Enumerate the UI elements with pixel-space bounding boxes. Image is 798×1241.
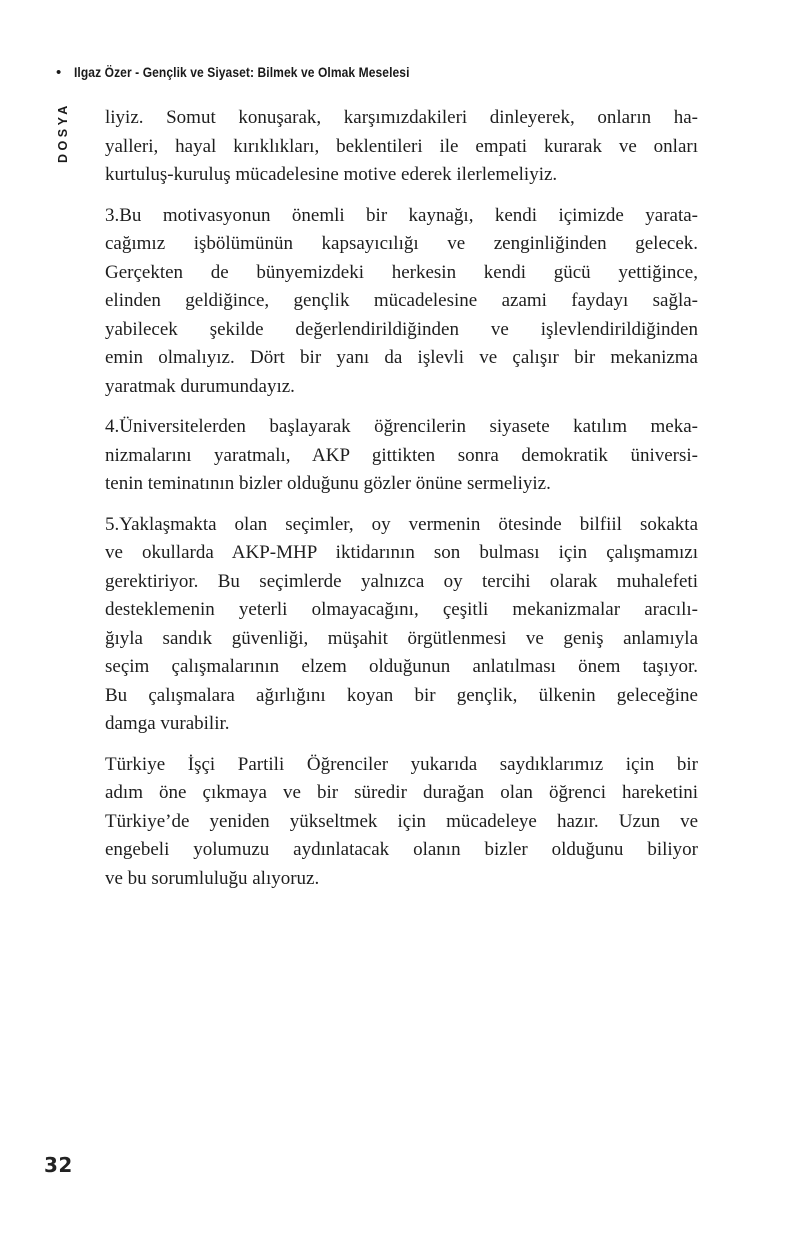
paragraph — [105, 511, 698, 739]
text-line: Türkiye İşçi Partili Öğrenciler yukarıda saydıklarımız için bir — [105, 753, 698, 775]
text-line: 5.Yaklaşmakta olan seçimler, oy vermenin ötesinde bilfiil sokakta — [105, 513, 698, 535]
text-line: yabilecek şekilde değerlendirildiğinden ve işlevlendirildiğinden — [105, 318, 698, 340]
text-line: kurtuluş-kuruluş mücadelesine motive ederek ilerlemeliyiz. — [105, 164, 558, 185]
page-number: 32 — [44, 1153, 73, 1177]
text-line: engebeli yolumuzu aydınlatacak olanın bizler olduğunu biliyor — [105, 839, 698, 860]
text-line: ve bu sorumluluğu alıyoruz. — [105, 867, 320, 889]
text-line: emin olmalıyız. Dört bir yanı da işlevli ve çalışır bir mekanizma — [105, 347, 698, 368]
text-line: cağımız işbölümünün kapsayıcılığı ve zenginliğinden gelecek. — [105, 233, 698, 254]
running-header — [56, 64, 464, 80]
text-line: tenin teminatının bizler olduğunu gözler önüne sermeliyiz. — [105, 473, 551, 494]
text-line: Türkiye’de yeniden yükseltmek için mücadeleye hazır. Uzun ve — [105, 810, 698, 832]
text-line: gerektiriyor. Bu seçimlerde yalnızca oy tercihi olarak muhalefeti — [105, 570, 698, 592]
text-line: yalleri, hayal kırıklıkları, beklentileri ile empati kurarak ve onları — [105, 135, 698, 157]
text-line: ğıyla sandık güvenliği, müşahit örgütlenmesi ve geniş anlamıyla — [105, 627, 698, 649]
paragraph — [105, 413, 698, 499]
text-line: yaratmak durumundayız. — [105, 375, 295, 397]
body-text — [105, 104, 698, 905]
paragraph — [105, 751, 698, 894]
text-line: Bu çalışmalara ağırlığını koyan bir gençlik, ülkenin geleceğine — [105, 684, 698, 706]
running-header-title: Ilgaz Özer - Gençlik ve Siyaset: Bilmek ve Olmak Meselesi — [74, 64, 410, 80]
bullet-icon: • — [56, 63, 62, 81]
text-line: liyiz. Somut konuşarak, karşımızdakileri dinleyerek, onların ha- — [105, 107, 698, 128]
text-line: adım öne çıkmaya ve bir süredir durağan olan öğrenci hareketini — [105, 782, 698, 803]
text-line: desteklemenin yeterli olmayacağını, çeşitli mekanizmalar aracılı- — [105, 599, 698, 620]
margin-section-label: DOSYA — [56, 102, 70, 163]
text-line: nizmalarını yaratmalı, AKP gittikten sonra demokratik üniversi- — [105, 444, 698, 466]
text-line: ve okullarda AKP-MHP iktidarının son bulması için çalışmamızı — [105, 542, 698, 563]
text-line: elinden geldiğince, gençlik mücadelesine azami faydayı sağla- — [105, 290, 698, 311]
paragraph — [105, 202, 698, 402]
text-line: 3.Bu motivasyonun önemli bir kaynağı, kendi içimizde yarata- — [105, 204, 698, 226]
text-line: 4.Üniversitelerden başlayarak öğrencilerin siyasete katılım meka- — [105, 416, 698, 437]
text-line: seçim çalışmalarının elzem olduğunun anlatılması önem taşıyor. — [105, 656, 698, 677]
text-line: damga vurabilir. — [105, 713, 230, 734]
paragraph — [105, 104, 698, 190]
text-line: Gerçekten de bünyemizdeki herkesin kendi gücü yettiğince, — [105, 261, 698, 283]
